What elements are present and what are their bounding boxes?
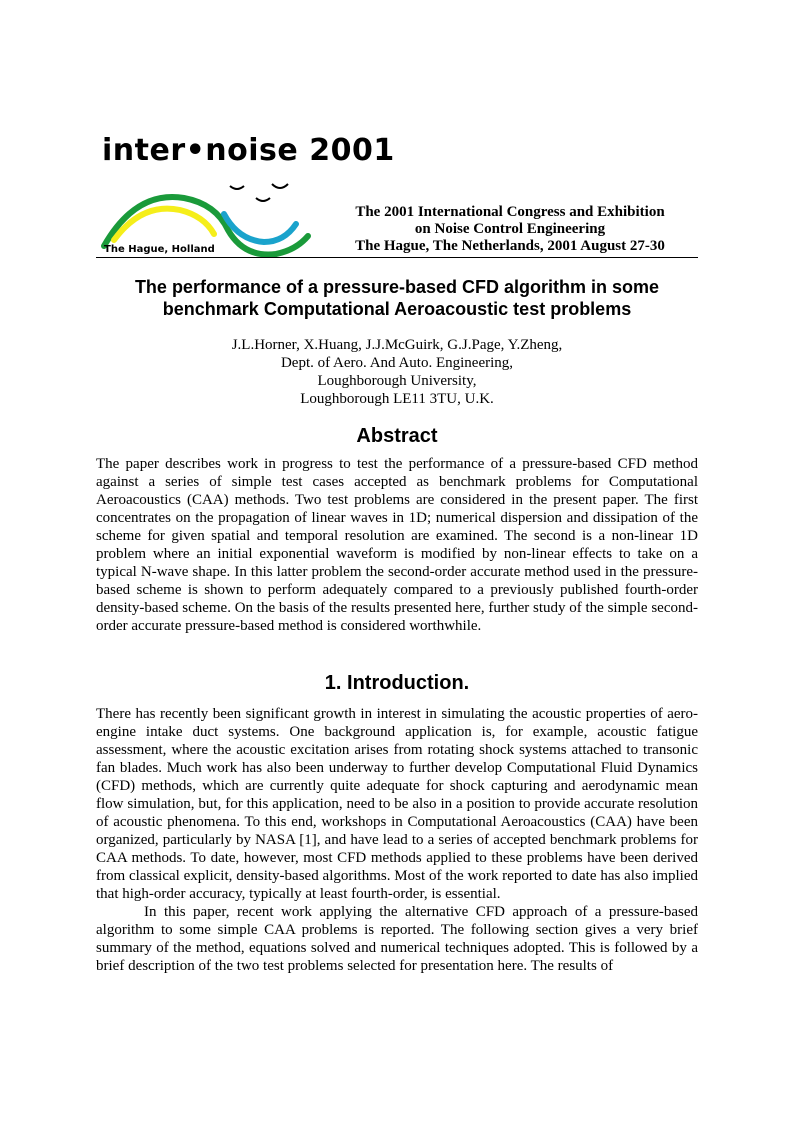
- author-line: Dept. of Aero. And Auto. Engineering,: [280, 355, 514, 371]
- conference-line: The Hague, The Netherlands, 2001 August 27-30: [355, 238, 665, 254]
- conference-logo: [96, 132, 395, 262]
- conference-line: The 2001 International Congress and Exhibition: [355, 204, 665, 220]
- conference-info: [330, 204, 690, 255]
- conference-line: on Noise Control Engineering: [414, 221, 606, 237]
- author-line: J.L.Horner, X.Huang, J.J.McGuirk, G.J.Page, Y.Zheng,: [231, 337, 563, 353]
- title-line: The performance of a pressure-based CFD algorithm in some: [134, 277, 660, 297]
- abstract-body: [96, 455, 698, 635]
- author-line: Loughborough LE11 3TU, U.K.: [300, 391, 494, 407]
- header-divider: [96, 257, 698, 258]
- logo-title: inter•noise 2001: [102, 133, 395, 168]
- abstract-paragraph: The paper describes work in progress to test the performance of a pressure-based CFD method against a series of simple test cases accepted as benchmark problems for Computational Aeroacoustics (CAA) methods. Two test problems are considered in the present paper. The first concentrates on the propagation of linear waves in 1D; numerical dispersion and dissipation of the scheme for given spatial and temporal resolution are examined. The second is a non-linear 1D problem where an initial exponential waveform is modified by non-linear effects to take on a typical N-wave shape. In this latter problem the second-order accurate method used in the pressure-based scheme is shown to perform adequately compared to a previously published fourth-order density-based scheme. On the basis of the results presented here, further study of the simple second-order accurate pressure-based method is considered worthwhile.: [96, 456, 698, 634]
- paper-title: [96, 276, 698, 320]
- abstract-heading: Abstract: [356, 425, 438, 447]
- intro-paragraph: In this paper, recent work applying the alternative CFD approach of a pressure-based algorithm to some simple CAA problems is reported. The following section gives a very brief summary of the method, equations solved and numerical techniques adopted. This is followed by a brief description of the two test problems selected for presentation here. The results of: [96, 904, 698, 974]
- author-block: [96, 336, 698, 408]
- title-line: benchmark Computational Aeroacoustic test problems: [162, 299, 632, 319]
- introduction-body: [96, 705, 698, 975]
- author-line: Loughborough University,: [317, 373, 477, 389]
- intro-paragraph: There has recently been significant growth in interest in simulating the acoustic properties of aero-engine intake duct systems. One background application is, for example, acoustic fatigue assessment, where the acoustic excitation arises from rotating shock systems attached to transonic fan blades. Much work has also been underway to further develop Computational Fluid Dynamics (CFD) methods, which are currently quite adequate for shock capturing and aerodynamic mean flow simulation, but, for this application, need to be also in a position to provide accurate resolution of acoustic phenomena. To this end, workshops in Computational Aeroacoustics (CAA) have been organized, particularly by NASA [1], and have lead to a series of accepted benchmark problems for CAA methods. To date, however, most CFD methods applied to these problems have been derived from classical explicit, density-based algorithms. Most of the work reported to date has also implied that high-order accuracy, typically at least fourth-order, is essential.: [96, 706, 698, 902]
- logo-caption: The Hague, Holland: [104, 244, 215, 255]
- introduction-heading: 1. Introduction.: [324, 672, 470, 694]
